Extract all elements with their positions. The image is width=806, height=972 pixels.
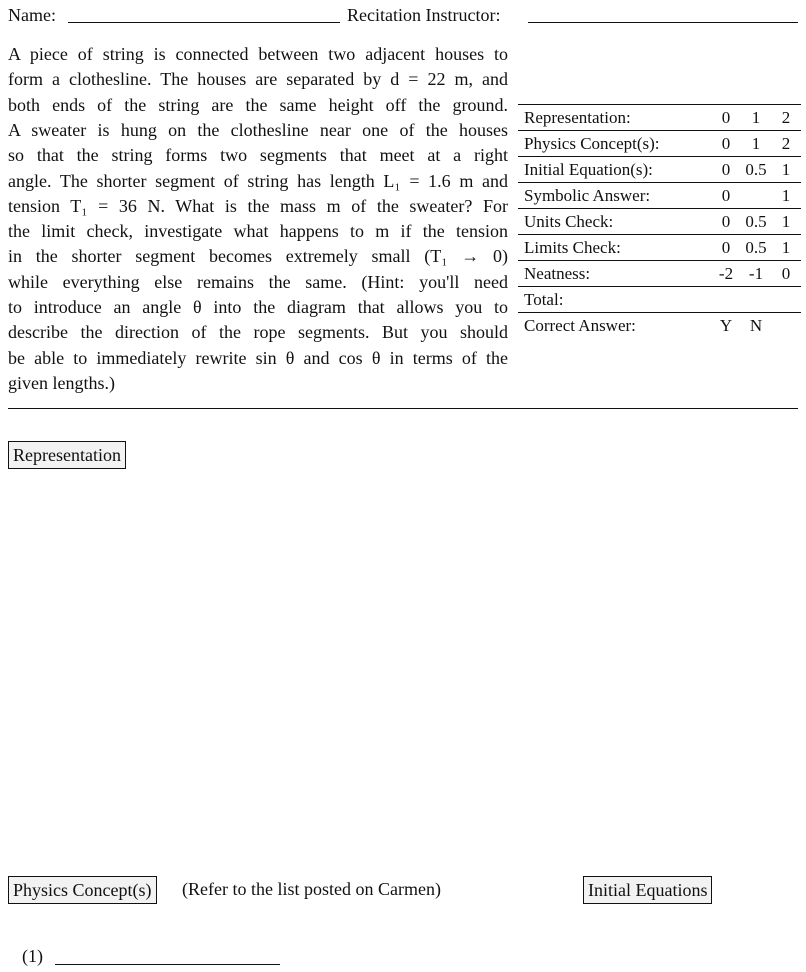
rubric-score-option[interactable]: 1 <box>741 131 771 157</box>
rubric-score-option[interactable]: 1 <box>771 209 801 235</box>
rubric-score-option[interactable] <box>711 287 741 313</box>
rubric-score-option[interactable]: 1 <box>771 183 801 209</box>
rubric-row <box>518 131 801 157</box>
problem-line: the limit check, investigate what happens to m if the tension <box>8 221 508 242</box>
name-label: Name: <box>8 5 56 25</box>
physics-concepts-heading: Physics Concept(s) <box>8 876 157 904</box>
rubric-label: Neatness: <box>518 261 711 287</box>
rubric-score-option[interactable]: 1 <box>771 235 801 261</box>
physics-concepts-note: (Refer to the list posted on Carmen) <box>182 879 441 899</box>
rubric-label: Total: <box>518 287 711 313</box>
representation-heading: Representation <box>8 441 126 469</box>
rubric-label: Symbolic Answer: <box>518 183 711 209</box>
instructor-field[interactable] <box>528 22 798 23</box>
rubric-row <box>518 313 801 339</box>
rubric-row <box>518 183 801 209</box>
rubric-score-option[interactable] <box>741 183 771 209</box>
problem-line: describe the direction of the rope segments. But you should <box>8 322 508 343</box>
rubric-row <box>518 261 801 287</box>
problem-line: both ends of the string are the same height off the ground. <box>8 94 508 115</box>
rubric-score-option[interactable]: 1 <box>741 105 771 131</box>
problem-line: given lengths.) <box>8 372 115 393</box>
problem-line: so that the string forms two segments that meet at a right <box>8 145 508 166</box>
rubric-row <box>518 157 801 183</box>
rubric-row <box>518 287 801 313</box>
problem-line: A sweater is hung on the clothesline near one of the houses <box>8 119 508 140</box>
initial-equations-heading: Initial Equations <box>583 876 712 904</box>
problem-line: A piece of string is connected between two adjacent houses to <box>8 44 508 64</box>
rubric-label: Units Check: <box>518 209 711 235</box>
section-divider <box>8 408 798 409</box>
rubric-row <box>518 235 801 261</box>
concept-item-number: (1) <box>22 946 43 966</box>
rubric-score-option[interactable]: 0.5 <box>741 209 771 235</box>
rubric-score-option[interactable]: 0 <box>711 209 741 235</box>
rubric-score-option[interactable]: N <box>741 313 771 339</box>
rubric-score-option[interactable] <box>741 287 771 313</box>
rubric-score-option[interactable]: -2 <box>711 261 741 287</box>
grading-rubric <box>518 104 801 338</box>
rubric-label: Physics Concept(s): <box>518 131 711 157</box>
rubric-score-option[interactable]: 0.5 <box>741 157 771 183</box>
rubric-label: Correct Answer: <box>518 313 711 339</box>
problem-line: be able to immediately rewrite sin θ and cos θ in terms of the <box>8 347 508 368</box>
rubric-label: Representation: <box>518 105 711 131</box>
problem-line: in the shorter segment becomes extremely small (T₁ → 0) <box>8 246 508 267</box>
name-field[interactable] <box>68 22 340 23</box>
problem-line: tension T₁ = 36 N. What is the mass m of the sweater? For <box>8 195 508 216</box>
problem-line: to introduce an angle θ into the diagram that allows you to <box>8 297 508 317</box>
problem-line: angle. The shorter segment of string has length L₁ = 1.6 m and <box>8 170 508 191</box>
rubric-label: Initial Equation(s): <box>518 157 711 183</box>
rubric-score-option[interactable]: 1 <box>771 157 801 183</box>
instructor-label: Recitation Instructor: <box>347 5 501 25</box>
rubric-score-option[interactable]: 0 <box>711 131 741 157</box>
rubric-score-option[interactable]: 0.5 <box>741 235 771 261</box>
rubric-score-option[interactable] <box>771 313 801 339</box>
rubric-score-option[interactable]: Y <box>711 313 741 339</box>
rubric-score-option[interactable]: 2 <box>771 131 801 157</box>
problem-line: form a clothesline. The houses are separated by d = 22 m, and <box>8 69 508 90</box>
concept-item-1-field[interactable] <box>55 964 280 965</box>
rubric-score-option[interactable]: 0 <box>711 235 741 261</box>
rubric-score-option[interactable]: 0 <box>771 261 801 287</box>
rubric-row <box>518 209 801 235</box>
rubric-score-option[interactable]: 0 <box>711 157 741 183</box>
rubric-score-option[interactable]: 0 <box>711 183 741 209</box>
rubric-score-option[interactable] <box>771 287 801 313</box>
rubric-score-option[interactable]: -1 <box>741 261 771 287</box>
rubric-score-option[interactable]: 2 <box>771 105 801 131</box>
rubric-row <box>518 105 801 131</box>
rubric-label: Limits Check: <box>518 235 711 261</box>
problem-line: while everything else remains the same. (Hint: you'll need <box>8 271 508 292</box>
rubric-score-option[interactable]: 0 <box>711 105 741 131</box>
